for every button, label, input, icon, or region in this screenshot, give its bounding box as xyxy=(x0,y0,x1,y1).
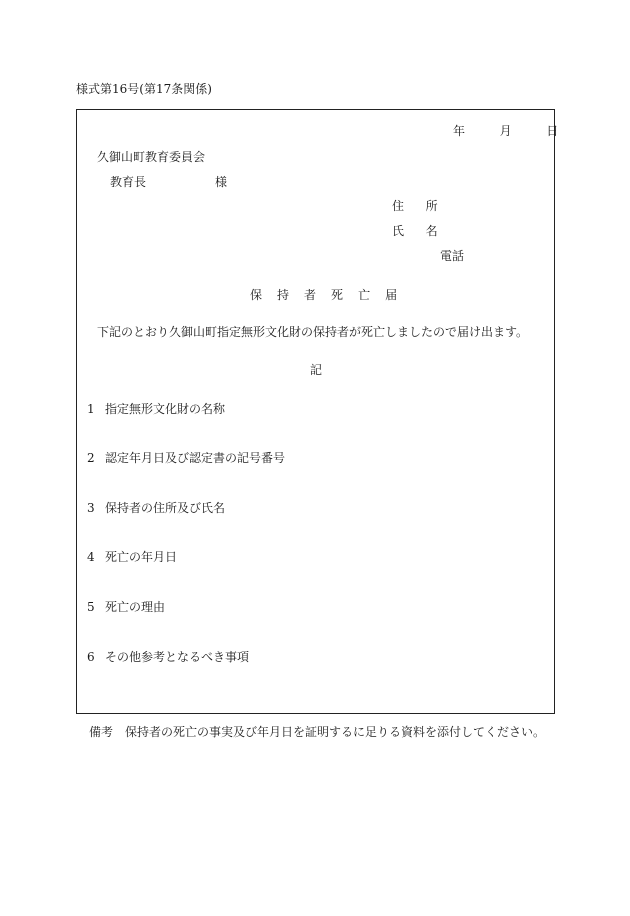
form-number: 様式第16号(第17条関係) xyxy=(76,82,212,96)
heading-char-3: 者 xyxy=(304,288,318,302)
item-label: その他参考となるべき事項 xyxy=(105,650,250,664)
list-item xyxy=(87,502,225,514)
item-number: 1 xyxy=(87,402,95,416)
list-item xyxy=(87,601,165,613)
heading-char-5: 亡 xyxy=(358,288,372,302)
heading-char-4: 死 xyxy=(331,288,345,302)
item-number: 2 xyxy=(87,451,95,465)
date-day-label: 日 xyxy=(546,124,559,138)
date-row xyxy=(453,125,558,137)
ki-heading: 記 xyxy=(310,363,323,377)
item-number: 6 xyxy=(87,650,95,664)
sender-address-char-2: 所 xyxy=(425,199,438,213)
sender-phone-label: 電話 xyxy=(440,249,465,263)
sender-name-char-1: 氏 xyxy=(392,224,405,238)
sender-name-label xyxy=(392,225,438,237)
remarks-note: 備考 保持者の死亡の事実及び年月日を証明するに足りる資料を添付してください。 xyxy=(89,725,546,739)
list-item xyxy=(87,452,285,464)
heading-char-2: 持 xyxy=(277,288,291,302)
list-item xyxy=(87,651,249,663)
date-month-label: 月 xyxy=(499,124,512,138)
body-paragraph: 下記のとおり久御山町指定無形文化財の保持者が死亡しましたので届け出ます。 xyxy=(97,325,529,339)
list-item xyxy=(87,403,225,415)
date-year-label: 年 xyxy=(453,124,466,138)
item-number: 4 xyxy=(87,550,95,564)
document-heading xyxy=(250,289,398,301)
addressee-honorific: 様 xyxy=(215,175,228,189)
addressee-title: 教育長 xyxy=(110,175,147,189)
sender-address-label xyxy=(392,200,438,212)
item-label: 死亡の年月日 xyxy=(105,550,178,564)
item-label: 指定無形文化財の名称 xyxy=(105,402,226,416)
item-label: 死亡の理由 xyxy=(105,600,166,614)
addressee-organization: 久御山町教育委員会 xyxy=(97,150,206,164)
item-number: 3 xyxy=(87,501,95,515)
item-label: 保持者の住所及び氏名 xyxy=(105,501,226,515)
list-item xyxy=(87,551,177,563)
item-number: 5 xyxy=(87,600,95,614)
item-label: 認定年月日及び認定書の記号番号 xyxy=(105,451,286,465)
sender-address-char-1: 住 xyxy=(392,199,405,213)
heading-char-6: 届 xyxy=(385,288,399,302)
sender-name-char-2: 名 xyxy=(425,224,438,238)
heading-char-1: 保 xyxy=(250,288,264,302)
